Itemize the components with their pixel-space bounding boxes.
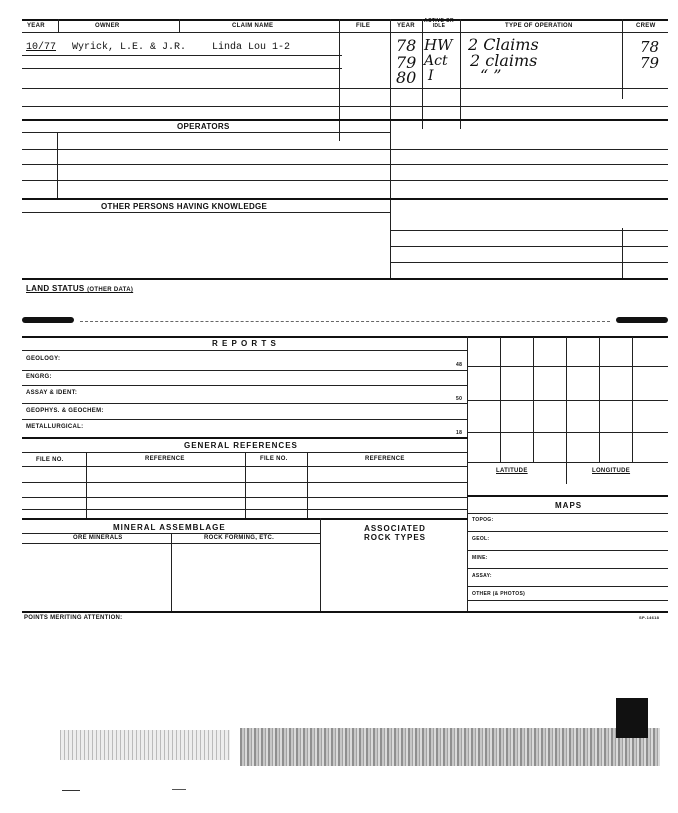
activity-status: HW bbox=[424, 36, 453, 54]
col-divider bbox=[339, 19, 340, 141]
grid-line bbox=[467, 366, 668, 367]
latitude-label: LATITUDE bbox=[496, 468, 528, 474]
associated-rock-types-heading: ASSOCIATED ROCK TYPES bbox=[363, 524, 426, 542]
row-rule bbox=[22, 55, 342, 56]
maps-heading: MAPS bbox=[555, 501, 583, 510]
row-rule bbox=[467, 531, 668, 532]
header-year: YEAR bbox=[27, 23, 45, 29]
claim-year: 10/77 bbox=[26, 42, 57, 53]
maps-mine: MINE: bbox=[472, 555, 488, 561]
form-number: SP-14618 bbox=[639, 615, 660, 620]
row-rule bbox=[467, 513, 668, 514]
report-label-engrg: ENGRG: bbox=[26, 374, 52, 380]
row-rule bbox=[22, 419, 468, 420]
section-rule bbox=[22, 198, 668, 200]
report-label-geology: GEOLOGY: bbox=[26, 356, 61, 362]
report-label-geophys: GEOPHYS. & GEOCHEM: bbox=[26, 408, 104, 414]
activity-crew: 78 bbox=[640, 38, 660, 56]
scan-smudge bbox=[60, 730, 230, 760]
operators-heading: OPERATORS bbox=[177, 122, 230, 131]
row-rule bbox=[22, 509, 468, 510]
header-year-2: YEAR bbox=[397, 23, 415, 29]
scan-smudge bbox=[240, 728, 660, 766]
col-divider bbox=[57, 132, 58, 198]
claim-name: Linda Lou 1-2 bbox=[212, 42, 291, 53]
row-rule bbox=[22, 164, 668, 165]
section-rule bbox=[22, 437, 468, 439]
row-rule bbox=[22, 350, 468, 351]
header-active-idle: ACTIVE OR IDLE bbox=[424, 18, 454, 29]
scan-stroke bbox=[62, 790, 80, 791]
row-rule bbox=[22, 132, 390, 133]
points-meriting-attention: POINTS MERITING ATTENTION: bbox=[24, 615, 123, 621]
row-rule bbox=[390, 246, 668, 247]
activity-status: I bbox=[428, 68, 434, 84]
activity-operation: “ ” bbox=[480, 66, 502, 85]
activity-status: Act bbox=[424, 53, 448, 69]
reports-heading: R E P O R T S bbox=[212, 339, 277, 348]
report-num: 18 bbox=[456, 430, 463, 436]
report-label-assay: ASSAY & IDENT: bbox=[26, 390, 78, 396]
dotted-rule bbox=[80, 321, 610, 323]
row-rule bbox=[390, 262, 668, 263]
row-rule bbox=[467, 600, 668, 601]
genref-reference-2: REFERENCE bbox=[365, 456, 405, 462]
land-status-heading bbox=[26, 284, 133, 293]
activity-operation: 2 claims bbox=[470, 51, 538, 70]
row-rule bbox=[390, 230, 668, 231]
row-rule bbox=[22, 106, 668, 107]
row-rule bbox=[467, 586, 668, 587]
claim-owner: Wyrick, L.E. & J.R. bbox=[72, 42, 187, 53]
row-rule bbox=[22, 68, 342, 69]
col-divider bbox=[179, 19, 180, 33]
col-divider bbox=[467, 336, 468, 612]
maps-geol: GEOL: bbox=[472, 536, 490, 542]
col-divider bbox=[622, 19, 623, 99]
activity-year: 79 bbox=[396, 53, 417, 72]
report-num: 50 bbox=[456, 396, 463, 402]
mineral-ore-header: ORE MINERALS bbox=[73, 535, 123, 541]
genref-file-no: FILE NO. bbox=[36, 457, 64, 463]
genref-reference: REFERENCE bbox=[145, 456, 185, 462]
col-divider bbox=[320, 518, 321, 611]
report-label-metallurgical: METALLURGICAL: bbox=[26, 424, 84, 430]
col-divider bbox=[460, 19, 461, 129]
row-rule bbox=[22, 370, 468, 371]
col-divider bbox=[171, 533, 172, 611]
row-rule bbox=[22, 212, 390, 213]
activity-year: 78 bbox=[396, 36, 417, 55]
report-num: 48 bbox=[456, 362, 463, 368]
genref-file-no-2: FILE NO. bbox=[260, 456, 288, 462]
row-rule bbox=[467, 550, 668, 551]
punch-block bbox=[616, 698, 648, 738]
grid-line bbox=[467, 400, 668, 401]
other-persons-heading: OTHER PERSONS HAVING KNOWLEDGE bbox=[101, 202, 268, 211]
scan-stroke bbox=[172, 789, 186, 790]
section-rule bbox=[467, 495, 668, 497]
section-rule bbox=[22, 611, 668, 613]
mineral-assemblage-heading: MINERAL ASSEMBLAGE bbox=[113, 523, 226, 532]
col-divider bbox=[422, 19, 423, 129]
punch-mark-right bbox=[616, 317, 668, 323]
row-rule bbox=[22, 403, 468, 404]
punch-mark-left bbox=[22, 317, 74, 323]
row-rule bbox=[22, 180, 668, 181]
section-rule bbox=[22, 278, 668, 280]
land-status-label: LAND STATUS bbox=[26, 284, 85, 293]
activity-crew: 79 bbox=[640, 54, 660, 72]
header-file: FILE bbox=[356, 23, 371, 29]
grid-line bbox=[467, 462, 668, 463]
activity-operation: 2 Claims bbox=[468, 35, 539, 54]
header-crew: CREW bbox=[636, 23, 656, 29]
header-claim-name: CLAIM NAME bbox=[232, 23, 274, 29]
top-rule bbox=[22, 19, 668, 21]
maps-assay: ASSAY: bbox=[472, 573, 492, 579]
row-rule bbox=[22, 482, 468, 483]
activity-year: 80 bbox=[396, 68, 417, 87]
section-rule bbox=[22, 119, 668, 121]
row-rule bbox=[22, 497, 468, 498]
mineral-rock-header: ROCK FORMING, ETC. bbox=[204, 535, 275, 541]
row-rule bbox=[22, 149, 668, 150]
section-rule bbox=[22, 518, 468, 520]
row-rule bbox=[22, 466, 468, 467]
col-divider bbox=[622, 228, 623, 278]
general-references-heading: GENERAL REFERENCES bbox=[184, 441, 298, 450]
longitude-label: LONGITUDE bbox=[592, 468, 631, 474]
row-rule bbox=[467, 568, 668, 569]
row-rule bbox=[22, 385, 468, 386]
header-rule bbox=[22, 32, 668, 33]
land-status-note: (OTHER DATA) bbox=[87, 287, 134, 293]
section-rule bbox=[22, 336, 668, 338]
header-type-operation: TYPE OF OPERATION bbox=[505, 23, 573, 29]
maps-other: OTHER (& PHOTOS) bbox=[472, 591, 526, 597]
grid-line bbox=[467, 432, 668, 433]
row-rule bbox=[22, 88, 668, 89]
header-owner: OWNER bbox=[95, 23, 120, 29]
col-divider bbox=[58, 19, 59, 33]
maps-topog: TOPOG: bbox=[472, 517, 494, 523]
